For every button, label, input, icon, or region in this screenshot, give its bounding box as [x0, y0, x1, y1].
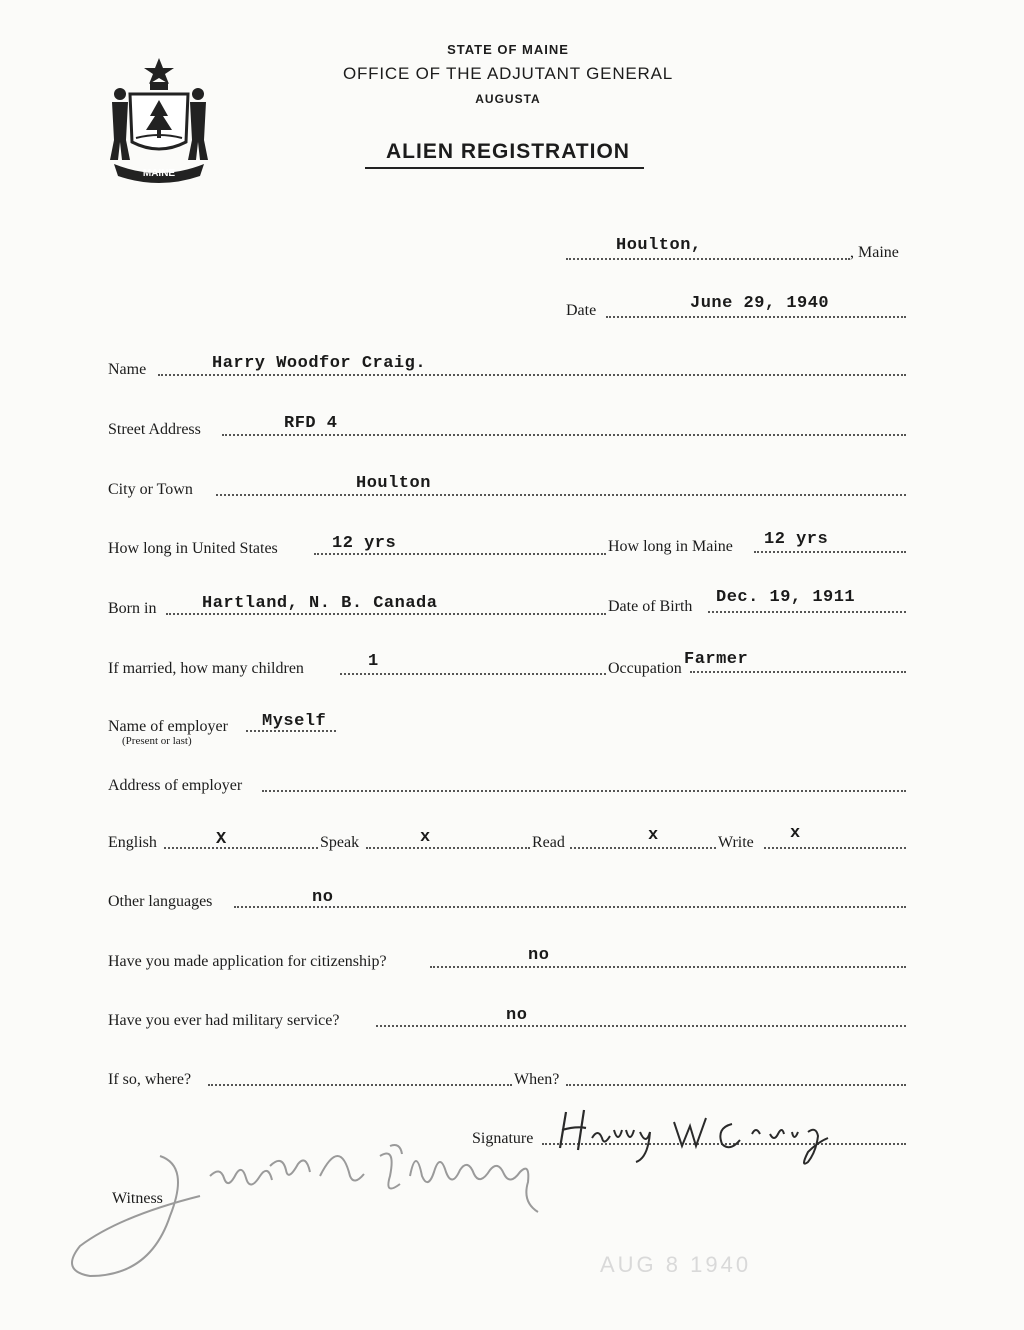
where-label: If so, where? — [108, 1071, 192, 1088]
write-label: Write — [718, 834, 754, 851]
how-long-us-value: 12 yrs — [332, 534, 397, 553]
citizenship-line — [430, 966, 906, 968]
other-languages-label: Other languages — [108, 893, 213, 910]
citizenship-value: no — [528, 946, 550, 965]
city-label: City or Town — [108, 481, 193, 498]
dob-line — [708, 611, 906, 613]
english-value: X — [216, 830, 227, 849]
english-line — [164, 847, 318, 849]
when-label: When? — [514, 1071, 560, 1088]
name-line — [158, 374, 906, 376]
header-city: AUGUSTA — [475, 92, 541, 106]
military-value: no — [506, 1006, 528, 1025]
children-value: 1 — [368, 652, 379, 671]
how-long-maine-line — [754, 551, 906, 553]
write-line — [764, 847, 906, 849]
city-line — [216, 494, 906, 496]
speak-line — [366, 847, 530, 849]
other-languages-value: no — [312, 888, 334, 907]
when-line — [566, 1084, 906, 1086]
place-value: Houlton, — [616, 236, 702, 255]
witness-signature — [60, 1126, 620, 1286]
born-in-label: Born in — [108, 600, 157, 617]
occupation-line — [690, 671, 906, 673]
write-value: x — [790, 824, 801, 843]
children-label: If married, how many children — [108, 660, 304, 677]
street-label: Street Address — [108, 421, 201, 438]
employer-sublabel: (Present or last) — [122, 735, 192, 747]
military-label: Have you ever had military service? — [108, 1012, 340, 1029]
signature-label: Signature — [472, 1130, 534, 1147]
other-languages-line — [234, 906, 906, 908]
read-label: Read — [532, 834, 565, 851]
military-line — [376, 1025, 906, 1027]
place-line — [566, 258, 850, 260]
dob-label: Date of Birth — [608, 598, 693, 615]
read-value: x — [648, 826, 659, 845]
speak-value: x — [420, 828, 431, 847]
citizenship-label: Have you made application for citizenship? — [108, 953, 387, 970]
speak-label: Speak — [320, 834, 360, 851]
occupation-value: Farmer — [684, 650, 749, 669]
dob-value: Dec. 19, 1911 — [716, 588, 856, 607]
witness-label: Witness — [112, 1190, 163, 1207]
name-label: Name — [108, 361, 147, 378]
title-underline — [365, 167, 644, 169]
header-office: OFFICE OF THE ADJUTANT GENERAL — [342, 64, 674, 83]
street-value: RFD 4 — [284, 414, 338, 433]
how-long-us-line — [314, 553, 606, 555]
read-line — [570, 847, 716, 849]
city-value: Houlton — [356, 474, 431, 493]
header-state: STATE OF MAINE — [447, 42, 569, 57]
where-line — [208, 1084, 512, 1086]
received-stamp: AUG 8 1940 — [600, 1252, 752, 1277]
street-line — [222, 434, 906, 436]
how-long-maine-value: 12 yrs — [764, 530, 829, 549]
date-label: Date — [566, 302, 597, 319]
born-in-value: Hartland, N. B. Canada — [202, 594, 438, 613]
employer-value: Myself — [262, 712, 327, 731]
seal-banner-text: MAINE — [142, 168, 176, 179]
children-line — [340, 673, 606, 675]
form-title: ALIEN REGISTRATION — [386, 140, 630, 163]
how-long-maine-label: How long in Maine — [608, 538, 733, 555]
occupation-label: Occupation — [608, 660, 682, 677]
name-value: Harry Woodfor Craig. — [212, 354, 427, 373]
date-value: June 29, 1940 — [690, 294, 830, 313]
employer-address-label: Address of employer — [108, 777, 243, 794]
date-line — [606, 316, 906, 318]
employer-label: Name of employer — [108, 718, 228, 735]
employer-address-line — [262, 790, 906, 792]
place-suffix: , Maine — [850, 244, 899, 261]
born-in-line — [166, 613, 606, 615]
english-label: English — [108, 834, 157, 851]
how-long-us-label: How long in United States — [108, 540, 278, 557]
